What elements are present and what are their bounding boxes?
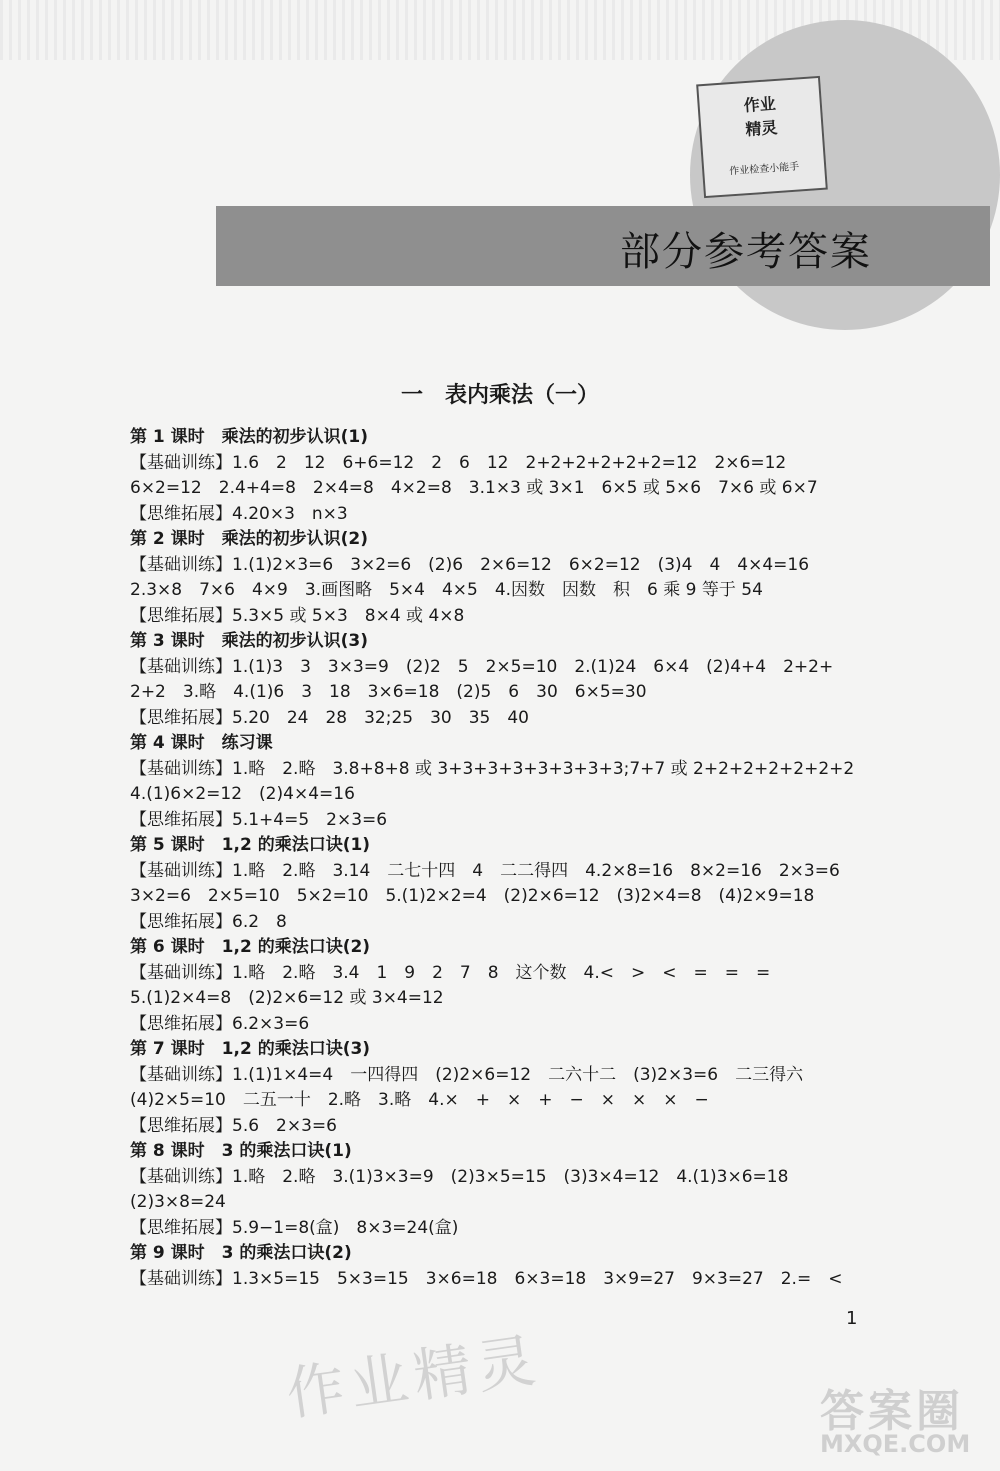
lesson-heading: 第 2 课时 乘法的初步认识(2) xyxy=(130,529,369,549)
answer-line: 【基础训练】1.6 2 12 6+6=12 2 6 12 2+2+2+2+2+2=12 2×6=12 xyxy=(130,452,787,473)
answer-line: 【思维拓展】5.6 2×3=6 xyxy=(130,1115,337,1136)
watermark-logo: 答案圈 xyxy=(820,1386,964,1437)
banner-title: 部分参考答案 xyxy=(620,229,872,275)
answer-line: 【基础训练】1.略 2.略 3.(1)3×3=9 (2)3×5=15 (3)3×4=12 4.(1)3×6=18 xyxy=(130,1166,789,1187)
answer-line: 【思维拓展】6.2 8 xyxy=(130,911,287,932)
lesson-heading: 第 6 课时 1,2 的乘法口诀(2) xyxy=(130,937,371,957)
stamp-line-3: 作业检查小能手 xyxy=(728,161,800,178)
answer-line: (4)2×5=10 二五一十 2.略 3.略 4.× + × + − × × × − xyxy=(130,1090,709,1110)
answer-line: 2+2 3.略 4.(1)6 3 18 3×6=18 (2)5 6 30 6×5=30 xyxy=(130,682,647,702)
answer-line: 【思维拓展】5.9−1=8(盒) 8×3=24(盒) xyxy=(130,1217,459,1238)
answer-line: 【基础训练】1.(1)3 3 3×3=9 (2)2 5 2×5=10 2.(1)24 6×4 (2)4+4 2+2+ xyxy=(130,656,834,677)
brand-stamp xyxy=(696,76,828,198)
lesson-heading: 第 7 课时 1,2 的乘法口诀(3) xyxy=(130,1039,371,1059)
answer-line: 【基础训练】1.略 2.略 3.8+8+8 或 3+3+3+3+3+3+3+3;7+7 或 2+2+2+2+2+2+2 xyxy=(130,758,855,779)
answer-line: 3×2=6 2×5=10 5×2=10 5.(1)2×2=4 (2)2×6=12 (3)2×4=8 (4)2×9=18 xyxy=(130,886,815,906)
section-title: 一 表内乘法（一） xyxy=(400,383,599,408)
lesson-heading: 第 8 课时 3 的乘法口诀(1) xyxy=(130,1141,352,1161)
stamp-line-1: 作业 xyxy=(743,93,777,116)
lesson-heading: 第 5 课时 1,2 的乘法口诀(1) xyxy=(130,835,371,855)
answer-line: (2)3×8=24 xyxy=(130,1192,226,1212)
answer-line: 【思维拓展】5.1+4=5 2×3=6 xyxy=(130,809,388,830)
answer-line: 【思维拓展】5.3×5 或 5×3 8×4 或 4×8 xyxy=(130,605,465,626)
answer-line: 6×2=12 2.4+4=8 2×4=8 4×2=8 3.1×3 或 3×1 6×5 或 5×6 7×6 或 6×7 xyxy=(130,478,818,498)
answer-line: 【思维拓展】4.20×3 n×3 xyxy=(130,503,348,524)
lesson-heading: 第 1 课时 乘法的初步认识(1) xyxy=(130,427,369,447)
answer-line: 【基础训练】1.3×5=15 5×3=15 3×6=18 6×3=18 3×9=27 9×3=27 2.= < xyxy=(130,1268,843,1289)
answer-line: 5.(1)2×4=8 (2)2×6=12 或 3×4=12 xyxy=(130,988,444,1008)
answer-line: 【基础训练】1.略 2.略 3.4 1 9 2 7 8 这个数 4.< > < = = = xyxy=(130,962,771,983)
answer-line: 【基础训练】1.(1)2×3=6 3×2=6 (2)6 2×6=12 6×2=12 (3)4 4 4×4=16 xyxy=(130,554,810,575)
lesson-heading: 第 9 课时 3 的乘法口诀(2) xyxy=(130,1243,352,1263)
answer-line: 【思维拓展】5.20 24 28 32;25 30 35 40 xyxy=(130,707,530,728)
answer-lines xyxy=(130,425,870,1292)
lesson-heading: 第 3 课时 乘法的初步认识(3) xyxy=(130,631,369,651)
answer-line: 【基础训练】1.(1)1×4=4 一四得四 (2)2×6=12 二六十二 (3)2×3=6 二三得六 xyxy=(130,1064,804,1085)
page-number: 1 xyxy=(846,1308,858,1329)
answer-line: 4.(1)6×2=12 (2)4×4=16 xyxy=(130,784,355,804)
watermark-text: 作业精灵 xyxy=(282,1325,546,1429)
title-banner xyxy=(216,206,990,286)
answer-line: 【基础训练】1.略 2.略 3.14 二七十四 4 二二得四 4.2×8=16 8×2=16 2×3=6 xyxy=(130,860,840,881)
lesson-heading: 第 4 课时 练习课 xyxy=(130,733,273,753)
stamp-line-2: 精灵 xyxy=(744,117,779,140)
answer-line: 【思维拓展】6.2×3=6 xyxy=(130,1013,310,1034)
watermark-url: MXQE.COM xyxy=(820,1430,971,1458)
answer-line: 2.3×8 7×6 4×9 3.画图略 5×4 4×5 4.因数 因数 积 6 乘 9 等于 54 xyxy=(130,580,763,600)
